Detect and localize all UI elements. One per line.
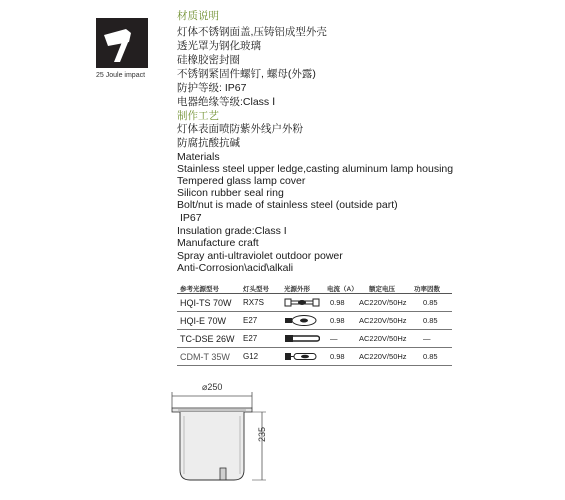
cell-model: HQI-E 70W bbox=[180, 316, 227, 326]
materials-cn-line: 不锈钢紧固件螺钉, 螺母(外露) bbox=[177, 68, 316, 80]
materials-cn-line: 硅橡胶密封圈 bbox=[177, 54, 240, 66]
materials-cn-line: 灯体不锈钢面盖,压铸铝成型外壳 bbox=[177, 26, 327, 38]
header-cap: 灯头型号 bbox=[243, 286, 269, 293]
table-header bbox=[177, 282, 452, 294]
height-label: 235 bbox=[257, 426, 267, 442]
materials-cn-line: 透光罩为钢化玻璃 bbox=[177, 40, 261, 52]
materials-en-line: Bolt/nut is made of stainless steel (outside part) bbox=[177, 199, 398, 211]
cell-model: HQI-TS 70W bbox=[180, 298, 232, 308]
craft-en-line: Anti-Corrosion\acid\alkali bbox=[177, 262, 294, 274]
materials-en-line: Tempered glass lamp cover bbox=[177, 175, 306, 187]
table-row bbox=[177, 348, 452, 366]
impact-label: 25 Joule impact bbox=[96, 72, 146, 79]
materials-cn-line: 防护等级: IP67 bbox=[177, 82, 247, 94]
cell-current: 0.98 bbox=[330, 316, 345, 325]
hammer-icon bbox=[96, 18, 148, 68]
table-row bbox=[177, 294, 452, 312]
table-row bbox=[177, 312, 452, 330]
cell-pf: 0.85 bbox=[423, 298, 438, 307]
cell-current: 0.98 bbox=[330, 352, 345, 361]
table-row bbox=[177, 330, 452, 348]
single-ended-tube-icon bbox=[284, 350, 320, 363]
impact-rating-badge bbox=[96, 18, 148, 68]
cell-voltage: AC220V/50Hz bbox=[359, 316, 407, 325]
cell-voltage: AC220V/50Hz bbox=[359, 298, 407, 307]
header-pf: 功率因数 bbox=[414, 286, 440, 293]
craft-en-heading: Manufacture craft bbox=[177, 237, 259, 249]
cell-pf: 0.85 bbox=[423, 316, 438, 325]
craft-cn-line: 防腐抗酸抗碱 bbox=[177, 137, 240, 149]
compact-fluorescent-icon bbox=[284, 332, 320, 345]
cell-pf: 0.85 bbox=[423, 352, 438, 361]
cell-cap: E27 bbox=[243, 334, 258, 343]
cell-cap: G12 bbox=[243, 352, 259, 361]
cell-current: — bbox=[330, 334, 338, 343]
materials-en-heading: Materials bbox=[177, 151, 220, 163]
craft-cn-line: 灯体表面喷防紫外线户外粉 bbox=[177, 123, 303, 135]
ellipsoid-bulb-icon bbox=[284, 314, 320, 327]
cell-current: 0.98 bbox=[330, 298, 345, 307]
cell-model: CDM-T 35W bbox=[180, 352, 230, 362]
materials-en-line: IP67 bbox=[180, 212, 202, 224]
materials-en-line: Insulation grade:Class I bbox=[177, 225, 287, 237]
cell-voltage: AC220V/50Hz bbox=[359, 334, 407, 343]
header-model: 参考光源型号 bbox=[180, 286, 219, 293]
diameter-label: ⌀250 bbox=[202, 382, 223, 392]
materials-cn-line: 电器绝缘等级:Class Ⅰ bbox=[177, 96, 276, 108]
header-voltage: 额定电压 bbox=[369, 286, 395, 293]
cell-pf: — bbox=[423, 334, 431, 343]
header-shape: 光源外形 bbox=[284, 286, 310, 293]
cell-cap: RX7S bbox=[243, 298, 264, 307]
materials-en-line: Stainless steel upper ledge,casting aluminum lamp housing bbox=[177, 163, 454, 175]
materials-cn-heading: 材质说明 bbox=[177, 10, 219, 22]
double-ended-tube-icon bbox=[284, 296, 320, 309]
cell-voltage: AC220V/50Hz bbox=[359, 352, 407, 361]
header-current: 电流（A） bbox=[327, 286, 358, 293]
craft-en-line: Spray anti-ultraviolet outdoor power bbox=[177, 250, 343, 262]
cell-model: TC-DSE 26W bbox=[180, 334, 235, 344]
lamp-source-table bbox=[177, 282, 452, 366]
craft-cn-heading: 制作工艺 bbox=[177, 110, 219, 122]
materials-en-line: Silicon rubber seal ring bbox=[177, 187, 284, 199]
cell-cap: E27 bbox=[243, 316, 258, 325]
